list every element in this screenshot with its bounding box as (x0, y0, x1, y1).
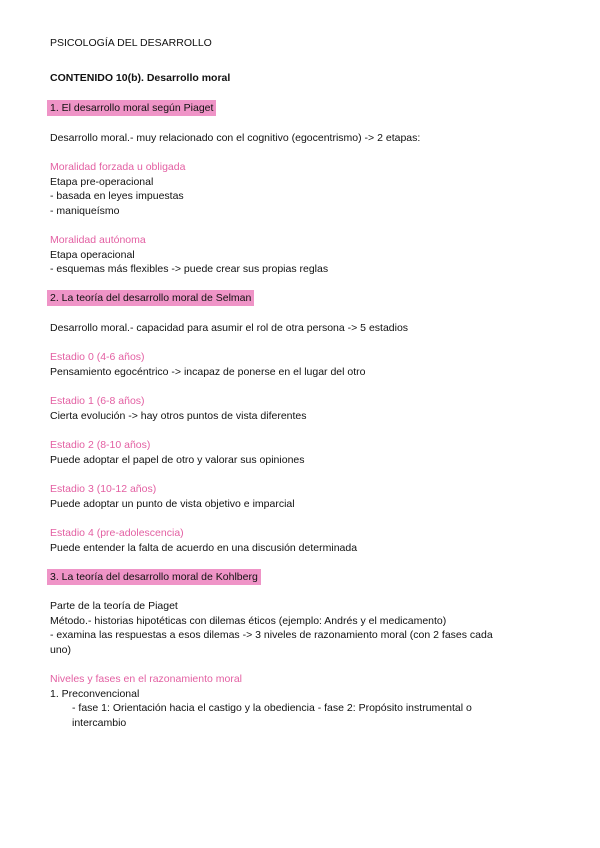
intro-line: uno) (50, 643, 72, 656)
intro-line: Método.- historias hipotéticas con dilemas éticos (ejemplo: Andrés y el medicamento) (50, 614, 447, 627)
section-1-intro: Desarrollo moral.- muy relacionado con el cognitivo (egocentrismo) -> 2 etapas: (50, 132, 421, 144)
group-subheading: Niveles y fases en el razonamiento moral (50, 673, 243, 685)
group-moralidad-forzada (50, 160, 185, 218)
group-subheading: Moralidad forzada u obligada (50, 161, 186, 173)
group-moralidad-autonoma (50, 233, 328, 277)
estadio-2 (50, 438, 305, 467)
estadio-0 (50, 350, 366, 379)
estadio-4 (50, 526, 357, 555)
sub-line: intercambio (72, 716, 127, 729)
estadio-3 (50, 482, 295, 511)
section-2-heading: 2. La teoría del desarrollo moral de Selman (50, 291, 254, 306)
niveles-block (50, 672, 472, 730)
group-subheading: Estadio 0 (4-6 años) (50, 351, 145, 363)
group-line: - esquemas más flexibles -> puede crear sus propias reglas (50, 263, 329, 275)
section-3-intro (50, 599, 493, 657)
group-line: Puede entender la falta de acuerdo en una discusión determinada (50, 541, 358, 554)
section-3-heading: 3. La teoría del desarrollo moral de Kohlberg (50, 570, 261, 585)
section-1-heading: 1. El desarrollo moral según Piaget (50, 101, 216, 116)
group-subheading: Estadio 4 (pre-adolescencia) (50, 527, 184, 539)
group-line: - basada en leyes impuestas (50, 190, 184, 202)
group-line: Cierta evolución -> hay otros puntos de vista diferentes (50, 409, 307, 422)
group-subheading: Estadio 1 (6-8 años) (50, 395, 145, 407)
group-subheading: Estadio 3 (10-12 años) (50, 483, 157, 495)
intro-line: - examina las respuestas a esos dilemas -> 3 niveles de razonamiento moral (con 2 fases cada (50, 629, 493, 641)
group-subheading: Moralidad autónoma (50, 234, 146, 246)
group-line: Etapa operacional (50, 248, 135, 261)
content-title: CONTENIDO 10(b). Desarrollo moral (50, 72, 231, 84)
group-line: Puede adoptar el papel de otro y valorar sus opiniones (50, 453, 305, 466)
group-line: Pensamiento egocéntrico -> incapaz de ponerse en el lugar del otro (50, 365, 366, 378)
group-line: - maniqueísmo (50, 204, 120, 217)
group-subheading: Estadio 2 (8-10 años) (50, 439, 151, 451)
group-line: Puede adoptar un punto de vista objetivo e imparcial (50, 497, 295, 510)
estadio-1 (50, 394, 307, 423)
intro-line: Parte de la teoría de Piaget (50, 600, 178, 612)
group-line: Etapa pre-operacional (50, 175, 154, 188)
section-2-intro: Desarrollo moral.- capacidad para asumir el rol de otra persona -> 5 estadios (50, 322, 409, 334)
list-item: 1. Preconvencional (50, 687, 140, 700)
document-title: PSICOLOGÍA DEL DESARROLLO (50, 37, 212, 49)
sub-line: - fase 1: Orientación hacia el castigo y la obediencia - fase 2: Propósito instrumental o (72, 702, 472, 714)
